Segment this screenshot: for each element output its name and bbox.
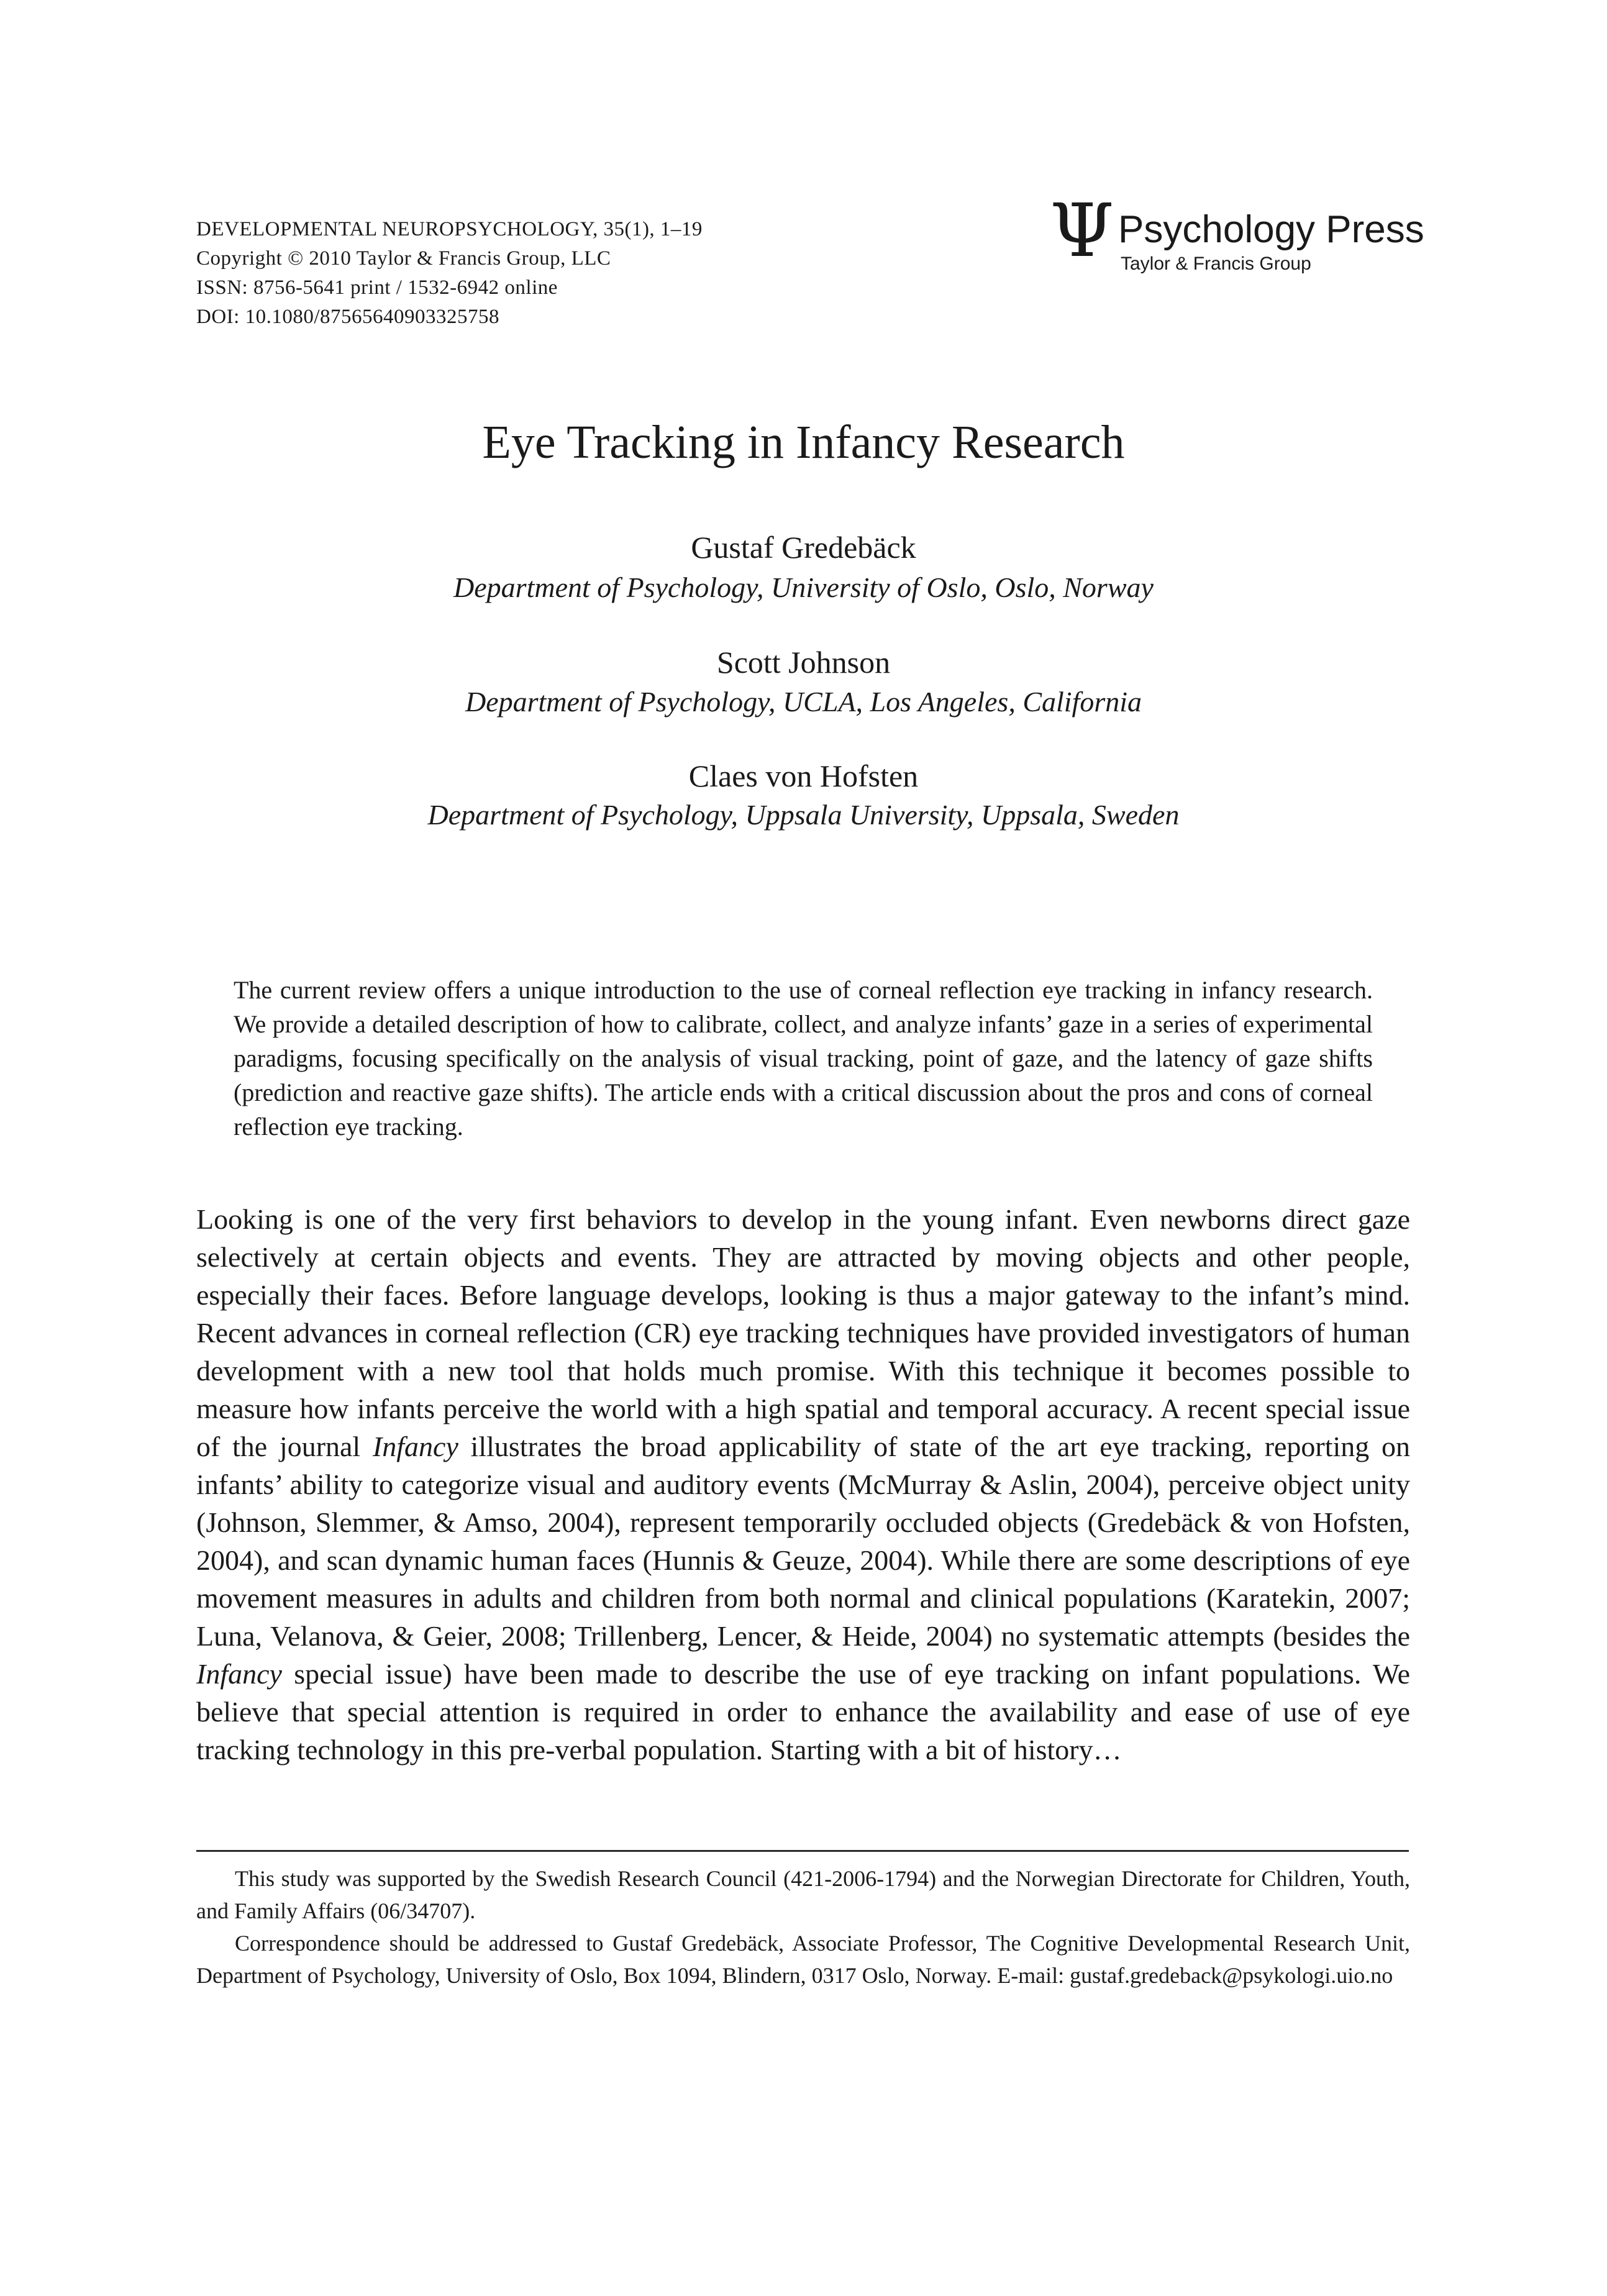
body-text: special issue) have been made to describe the use of eye tracking on infant populations. We believe that special attention is required in order to enhance the availability and ease of use of eye tracking technology in this pre-verbal population. Starting with a bit of history… — [196, 1658, 1410, 1765]
journal-name: Infancy — [372, 1431, 458, 1462]
paper-title: Eye Tracking in Infancy Research — [482, 416, 1125, 468]
body-paragraph — [196, 1200, 1410, 1769]
author-name: Claes von Hofsten — [688, 758, 919, 793]
abstract: The current review offers a unique introduction to the use of corneal reflection eye tracking in infancy research. We provide a detailed description of how to calibrate, collect, and analyze infants’ gaze in a series of experimental paradigms, focusing specifically on the analysis of visual tracking, point of gaze, and the latency of gaze shifts (prediction and reactive gaze shifts). The article ends with a critical discussion about the pros and cons of corneal reflection eye tracking. — [234, 976, 1373, 1141]
publisher-name: Psychology Press — [1118, 208, 1424, 251]
journal-citation: DEVELOPMENTAL NEUROPSYCHOLOGY, 35(1), 1–19 — [196, 218, 703, 240]
author-affiliation: Department of Psychology, University of Oslo, Oslo, Norway — [453, 572, 1154, 603]
psi-logo-icon: Ψ — [1050, 188, 1114, 273]
publisher-logo — [1050, 188, 1460, 280]
body-text: Looking is one of the very first behaviors to develop in the young infant. Even newborns direct gaze selectively at certain objects and events. They are attracted by moving objects and other people, especially their faces. Before language develops, looking is thus a major gateway to the infant’s mind. Recent advances in corneal reflection (CR) eye tracking techniques have provided investigators of human development with a new tool that holds much promise. With this technique it becomes possible to measure how infants perceive the world with a high spatial and temporal accuracy. A recent special issue of the journal — [196, 1203, 1410, 1462]
issn-line: ISSN: 8756-5641 print / 1532-6942 online — [196, 276, 558, 299]
funding-note: This study was supported by the Swedish Research Council (421-2006-1794) and the Norwegian Directorate for Children, Youth, and Family Affairs (06/34707). — [196, 1866, 1410, 1923]
author-affiliation: Department of Psychology, UCLA, Los Angeles, California — [465, 686, 1142, 718]
footnote-divider — [196, 1850, 1409, 1852]
correspondence-note: Correspondence should be addressed to Gustaf Gredebäck, Associate Professor, The Cognitive Developmental Research Unit, Department of Psychology, University of Oslo, Box 1094, Blindern, 0317 Oslo, Norway. E-mail: gustaf.gredeback@psykologi.uio.no — [196, 1931, 1410, 1988]
author-name: Scott Johnson — [716, 645, 891, 680]
body-text: illustrates the broad applicability of state of the art eye tracking, reporting on infants’ ability to categorize visual and auditory events (McMurray & Aslin, 2004), perceive object unity (Johnson, Slemmer, & Amso, 2004), represent temporarily occluded objects (Gredebäck & von Hofsten, 2004), and scan dynamic human faces (Hunnis & Geuze, 2004). While there are some descriptions of eye movement measures in adults and children from both normal and clinical populations (Karatekin, 2007; Luna, Velanova, & Geier, 2008; Trillenberg, Lencer, & Heide, 2004) no systematic attempts (besides the — [196, 1431, 1411, 1652]
author-name: Gustaf Gredebäck — [691, 530, 916, 565]
publisher-group: Taylor & Francis Group — [1121, 253, 1311, 274]
author-affiliation: Department of Psychology, Uppsala University, Uppsala, Sweden — [427, 799, 1180, 831]
journal-name: Infancy — [196, 1658, 282, 1690]
copyright-line: Copyright © 2010 Taylor & Francis Group, LLC — [196, 247, 611, 270]
footnotes — [196, 1862, 1410, 1992]
journal-header — [196, 215, 942, 332]
doi-line: DOI: 10.1080/87565640903325758 — [196, 306, 499, 328]
